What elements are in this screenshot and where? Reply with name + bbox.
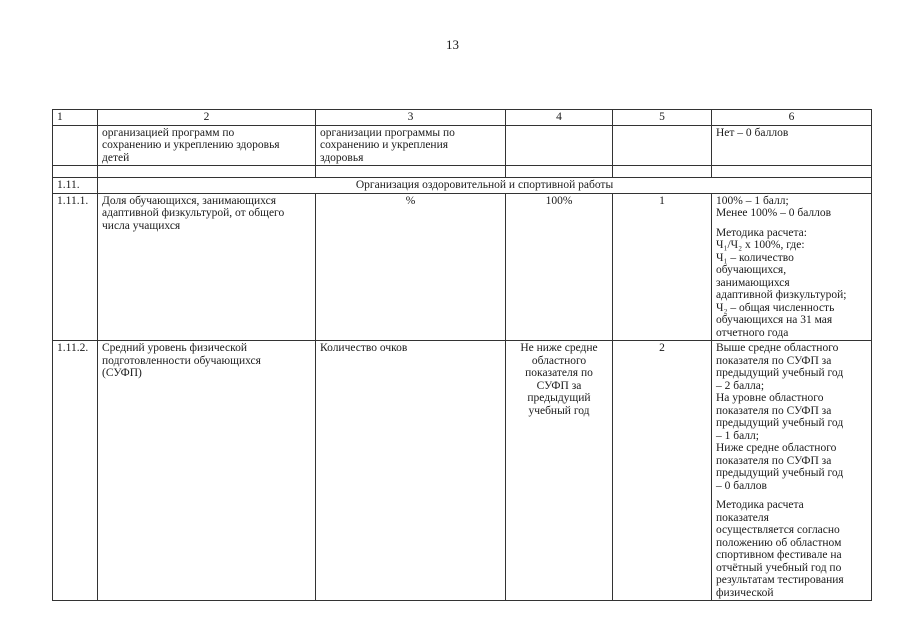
page-number: 13	[446, 37, 459, 52]
continuation-points	[613, 125, 712, 166]
row-indicator: Средний уровень физической подготовленности обучающихся (СУФП)	[98, 341, 316, 601]
header-col-5: 5	[613, 110, 712, 126]
continuation-criteria: Нет – 0 баллов	[712, 125, 872, 166]
header-col-3: 3	[316, 110, 506, 126]
row-points: 2	[613, 341, 712, 601]
table-row	[53, 193, 872, 341]
spacer-row	[53, 166, 872, 178]
row-number: 1.11.1.	[53, 193, 98, 341]
criteria-table	[52, 109, 872, 601]
method-block	[716, 227, 867, 340]
table-header-row	[53, 110, 872, 126]
continuation-row	[53, 125, 872, 166]
criteria-text: 100% – 1 балл; Менее 100% – 0 баллов	[716, 194, 832, 219]
continuation-unit: организации программы по сохранению и укрепления здоровья	[316, 125, 506, 166]
row-criteria	[712, 341, 872, 601]
method-description: Методика расчета показателя осуществляется согласно положению об областном спортивном фестивале на отчётный учебный год по результатам тестирования физической	[716, 499, 844, 599]
method-description: Ч₁ – количество обучающихся, занимающихся адаптивной физкультурой; Ч₂ – общая численность обучающихся на 31 мая отчетного года	[716, 251, 847, 339]
continuation-indicator: организацией программ по сохранению и укреплению здоровья детей	[98, 125, 316, 166]
row-unit: Количество очков	[316, 341, 506, 601]
criteria-text: Выше средне областного показателя по СУФП за предыдущий учебный год – 2 балла; На уровне областного показателя по СУФП за предыдущий учебный год – 1 балл; Ниже средне областного показателя по СУФП за предыдущий учебный год – 0 баллов	[716, 342, 844, 492]
header-col-4: 4	[506, 110, 613, 126]
method-formula: Ч₁/Ч₂ х 100%, где:	[716, 239, 805, 251]
row-points: 1	[613, 193, 712, 341]
header-col-6: 6	[712, 110, 872, 126]
method-heading: Методика расчета:	[716, 226, 807, 239]
table-row	[53, 341, 872, 601]
row-target: 100%	[506, 193, 613, 341]
row-unit: %	[316, 193, 506, 341]
row-number: 1.11.2.	[53, 341, 98, 601]
row-target: Не ниже средне областного показателя по СУФП за предыдущий учебный год	[506, 341, 613, 601]
header-col-1: 1	[53, 110, 98, 126]
row-criteria	[712, 193, 872, 341]
header-col-2: 2	[98, 110, 316, 126]
row-indicator: Доля обучающихся, занимающихся адаптивной физкультурой, от общего числа учащихся	[98, 193, 316, 341]
continuation-number	[53, 125, 98, 166]
section-title: Организация оздоровительной и спортивной работы	[98, 178, 872, 194]
section-number: 1.11.	[53, 178, 98, 194]
continuation-target	[506, 125, 613, 166]
section-row	[53, 178, 872, 194]
